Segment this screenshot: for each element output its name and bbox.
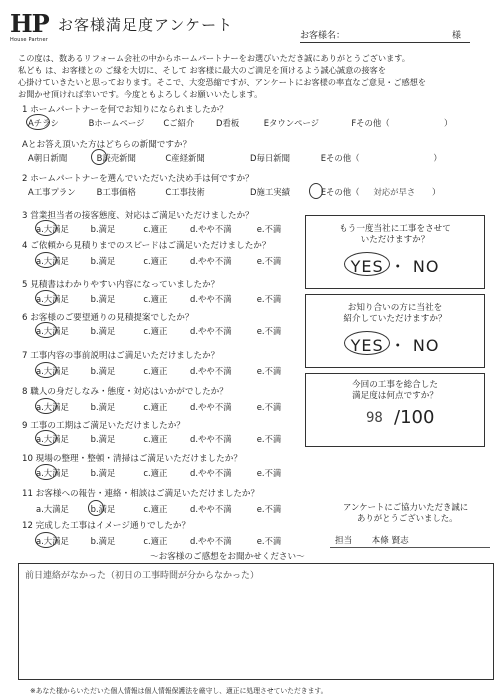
revisit-question-line: もう一度当社に工事をさせて <box>339 224 451 234</box>
answer-circle <box>35 252 57 268</box>
revisit-question <box>306 224 484 246</box>
option[interactable]: e.不満 <box>256 434 282 444</box>
option[interactable]: B読売新聞 <box>96 153 136 163</box>
comment-box[interactable] <box>18 563 494 680</box>
yes-option[interactable]: YES <box>350 336 384 355</box>
yes-circle <box>344 331 390 355</box>
option[interactable]: a.大満足 <box>36 468 69 478</box>
question-6: 6 お客様のご要望通りの見積提案でしたか？ <box>22 313 194 323</box>
answer-circle <box>35 322 57 338</box>
option[interactable]: e.不満 <box>256 402 282 412</box>
option[interactable]: b.満足 <box>90 366 116 376</box>
question-8-options <box>36 401 281 413</box>
option[interactable]: c.適正 <box>143 468 168 478</box>
score-question-line: 満足度は何点ですか？ <box>352 391 438 401</box>
referral-box <box>305 294 485 368</box>
option[interactable]: e.不満 <box>256 294 282 304</box>
question-2: 2 ホームパートナーを選んでいただいた決め手は何ですか？ <box>22 174 254 184</box>
option[interactable]: a.大満足 <box>36 536 69 546</box>
answer-circle <box>35 290 57 306</box>
option[interactable]: a.大満足 <box>36 326 69 336</box>
option[interactable]: a.大満足 <box>36 256 69 266</box>
answer-circle <box>91 149 107 165</box>
privacy-notice: ※あなた様からいただいた個人情報は個人情報保護法を厳守し、適正に処理させていただきます。 <box>30 687 328 695</box>
score-question <box>306 380 484 402</box>
option[interactable]: c.適正 <box>143 256 168 266</box>
option[interactable]: e.不満 <box>256 536 282 546</box>
question-1a: Aとお答え頂いた方はどちらの新聞ですか？ <box>22 140 192 150</box>
option[interactable]: d.やや不満 <box>190 366 232 376</box>
option[interactable]: a.大満足 <box>36 402 69 412</box>
option-close: ） <box>433 153 442 163</box>
question-1-options <box>28 117 452 129</box>
option[interactable]: d.やや不満 <box>190 256 232 266</box>
referral-question-line: 紹介していただけますか？ <box>343 314 447 324</box>
intro-line: この度は、数あるリフォーム会社の中からホームパートナーをお選びいただき誠にありがとうございます。 <box>18 53 410 63</box>
answer-circle <box>35 430 57 446</box>
thanks-line: ありがとうございました。 <box>357 513 458 523</box>
question-10: 10 現場の整理・整頓・清掃はご満足いただけましたか？ <box>22 454 242 464</box>
question-9-options <box>36 433 281 445</box>
option[interactable]: c.適正 <box>143 366 168 376</box>
option[interactable]: d.やや不満 <box>190 326 232 336</box>
option[interactable]: b.満足 <box>90 468 116 478</box>
option[interactable]: c.適正 <box>143 536 168 546</box>
question-12: 12 完成した工事はイメージ通りでしたか？ <box>22 521 191 531</box>
option[interactable]: a.大満足 <box>36 434 69 444</box>
question-4: 4 ご依頼から見積りまでのスピードはご満足いただけましたか？ <box>22 241 271 251</box>
customer-name-label: お客様名： <box>300 31 346 41</box>
revisit-question-line: いただけますか？ <box>360 235 430 245</box>
question-11: 11 お客様への報告・連絡・相談はご満足いただけましたか？ <box>22 489 260 499</box>
option[interactable]: d.やや不満 <box>190 434 232 444</box>
revisit-box <box>305 215 485 289</box>
intro-line: お聞かせ頂ければ幸いです。今度ともよろしくお願いいたします。 <box>18 89 263 99</box>
referral-answer <box>306 333 484 356</box>
option[interactable]: c.適正 <box>143 294 168 304</box>
option[interactable]: d.やや不満 <box>190 294 232 304</box>
option[interactable]: c.適正 <box>143 504 168 514</box>
option[interactable]: Aチラシ <box>28 118 59 128</box>
no-option[interactable]: NO <box>412 336 440 355</box>
option[interactable]: b.満足 <box>90 402 116 412</box>
handwritten-answer: 対応が早さ <box>373 187 416 197</box>
option[interactable]: b.満足 <box>90 294 116 304</box>
question-5: 5 見積書はわかりやすい内容になっていましたか？ <box>22 280 220 290</box>
option[interactable]: b.満足 <box>90 256 116 266</box>
question-1: 1 ホームパートナーを何でお知りになられましたか？ <box>22 105 228 115</box>
option[interactable]: c.適正 <box>143 326 168 336</box>
question-3-options <box>36 223 281 235</box>
option[interactable]: e.不満 <box>256 224 282 234</box>
answer-circle <box>35 464 57 480</box>
option[interactable]: e.不満 <box>256 504 282 514</box>
option[interactable]: Fその他（ <box>351 118 390 128</box>
answer-circle <box>309 183 323 199</box>
logo-subtitle: House Partner <box>10 37 49 43</box>
question-1a-options <box>28 152 442 164</box>
no-option[interactable]: NO <box>412 257 440 276</box>
answer-circle <box>35 220 57 236</box>
option[interactable]: a.大満足 <box>36 224 69 234</box>
option[interactable]: Eその他（ <box>320 153 360 163</box>
staff-label: 担当 <box>335 536 353 546</box>
option[interactable]: B工事価格 <box>96 187 136 197</box>
separator: ・ <box>389 257 407 276</box>
option[interactable]: a.大満足 <box>36 504 69 514</box>
option[interactable]: e.不満 <box>256 256 282 266</box>
option[interactable]: e.不満 <box>256 366 282 376</box>
option[interactable]: b.満足 <box>90 434 116 444</box>
answer-circle <box>26 114 50 130</box>
option[interactable]: e.不満 <box>256 468 282 478</box>
question-6-options <box>36 325 281 337</box>
referral-question <box>306 303 484 325</box>
answer-circle <box>35 532 57 548</box>
answer-circle <box>88 500 104 516</box>
question-8: 8 職人の身だしなみ・態度・対応はいかがでしたか？ <box>22 387 228 397</box>
option[interactable]: b.満足 <box>90 224 116 234</box>
yes-circle <box>344 252 390 276</box>
comment-text: 前日連絡がなかった（初日の工事時間が分からなかった） <box>25 571 260 581</box>
score-question-line: 今回の工事を総合した <box>352 380 438 390</box>
option[interactable]: d.やや不満 <box>190 224 232 234</box>
revisit-answer <box>306 254 484 277</box>
option[interactable]: b.満足 <box>90 504 116 514</box>
honorific: 様 <box>452 31 462 41</box>
yes-option[interactable]: YES <box>350 257 384 276</box>
option[interactable]: Eその他（ <box>320 187 360 197</box>
question-9: 9 工事の工期はご満足いただけましたか？ <box>22 421 185 431</box>
comment-title: ～お客様のご感想をお聞かせください～ <box>150 552 305 562</box>
logo-mark: HP <box>10 9 49 38</box>
option[interactable]: Bホームページ <box>88 118 145 128</box>
option[interactable]: e.不満 <box>256 326 282 336</box>
option[interactable]: D施工実績 <box>250 187 290 197</box>
page-title: お客様満足度アンケート <box>58 16 234 34</box>
option[interactable]: b.満足 <box>90 326 116 336</box>
option[interactable]: Eタウンページ <box>263 118 320 128</box>
intro-text <box>18 52 493 100</box>
score-total: /100 <box>394 407 435 428</box>
intro-line: 心掛けていきたいと思っております。そこで、大変恐縮ですが、アンケートにお客様の率直なご意見・ご感想を <box>18 77 427 87</box>
staff-name: 本條 賢志 <box>371 536 409 546</box>
option[interactable]: c.適正 <box>143 434 168 444</box>
question-5-options <box>36 293 281 305</box>
question-7-options <box>36 365 281 377</box>
staff-underline <box>330 547 490 548</box>
option[interactable]: D看板 <box>216 118 240 128</box>
question-10-options <box>36 467 281 479</box>
staff-info <box>335 534 409 546</box>
question-3: 3 営業担当者の接客態度、対応はご満足いただけましたか？ <box>22 211 254 221</box>
question-2-options <box>28 186 440 198</box>
option-close: ） <box>444 118 453 128</box>
option[interactable]: C産経新聞 <box>165 153 205 163</box>
option[interactable]: d.やや不満 <box>190 402 232 412</box>
customer-name-field[interactable] <box>300 42 470 43</box>
option[interactable]: D毎日新聞 <box>250 153 290 163</box>
thanks-line: アンケートにご協力いただき誠に <box>343 502 469 512</box>
option[interactable]: A工事プラン <box>28 187 76 197</box>
score-box <box>305 373 485 447</box>
intro-line: 私ども は、お客様との ご縁を大切に、そして お客様に最大のご満足を頂けるよう誠心誠意の接客を <box>18 65 387 75</box>
option[interactable]: C工事技術 <box>165 187 205 197</box>
option[interactable]: c.適正 <box>143 402 168 412</box>
option[interactable]: Cご紹介 <box>163 118 195 128</box>
question-11-options <box>36 503 281 515</box>
option[interactable]: b.満足 <box>90 536 116 546</box>
question-7: 7 工事内容の事前説明はご満足いただけましたか？ <box>22 351 220 361</box>
option[interactable]: d.やや不満 <box>190 468 232 478</box>
separator: ・ <box>389 336 407 355</box>
question-4-options <box>36 255 281 267</box>
answer-circle <box>35 362 57 378</box>
answer-circle <box>35 398 57 414</box>
question-12-options <box>36 535 281 547</box>
option[interactable]: c.適正 <box>143 224 168 234</box>
option[interactable]: d.やや不満 <box>190 536 232 546</box>
option[interactable]: d.やや不満 <box>190 504 232 514</box>
option-close: ） <box>432 187 441 197</box>
option[interactable]: a.大満足 <box>36 366 69 376</box>
option[interactable]: A朝日新聞 <box>28 153 68 163</box>
thanks-message <box>343 502 468 524</box>
referral-question-line: お知り合いの方に当社を <box>347 303 443 313</box>
score-value[interactable]: 98 <box>366 410 383 426</box>
logo <box>10 9 54 46</box>
option[interactable]: a.大満足 <box>36 294 69 304</box>
